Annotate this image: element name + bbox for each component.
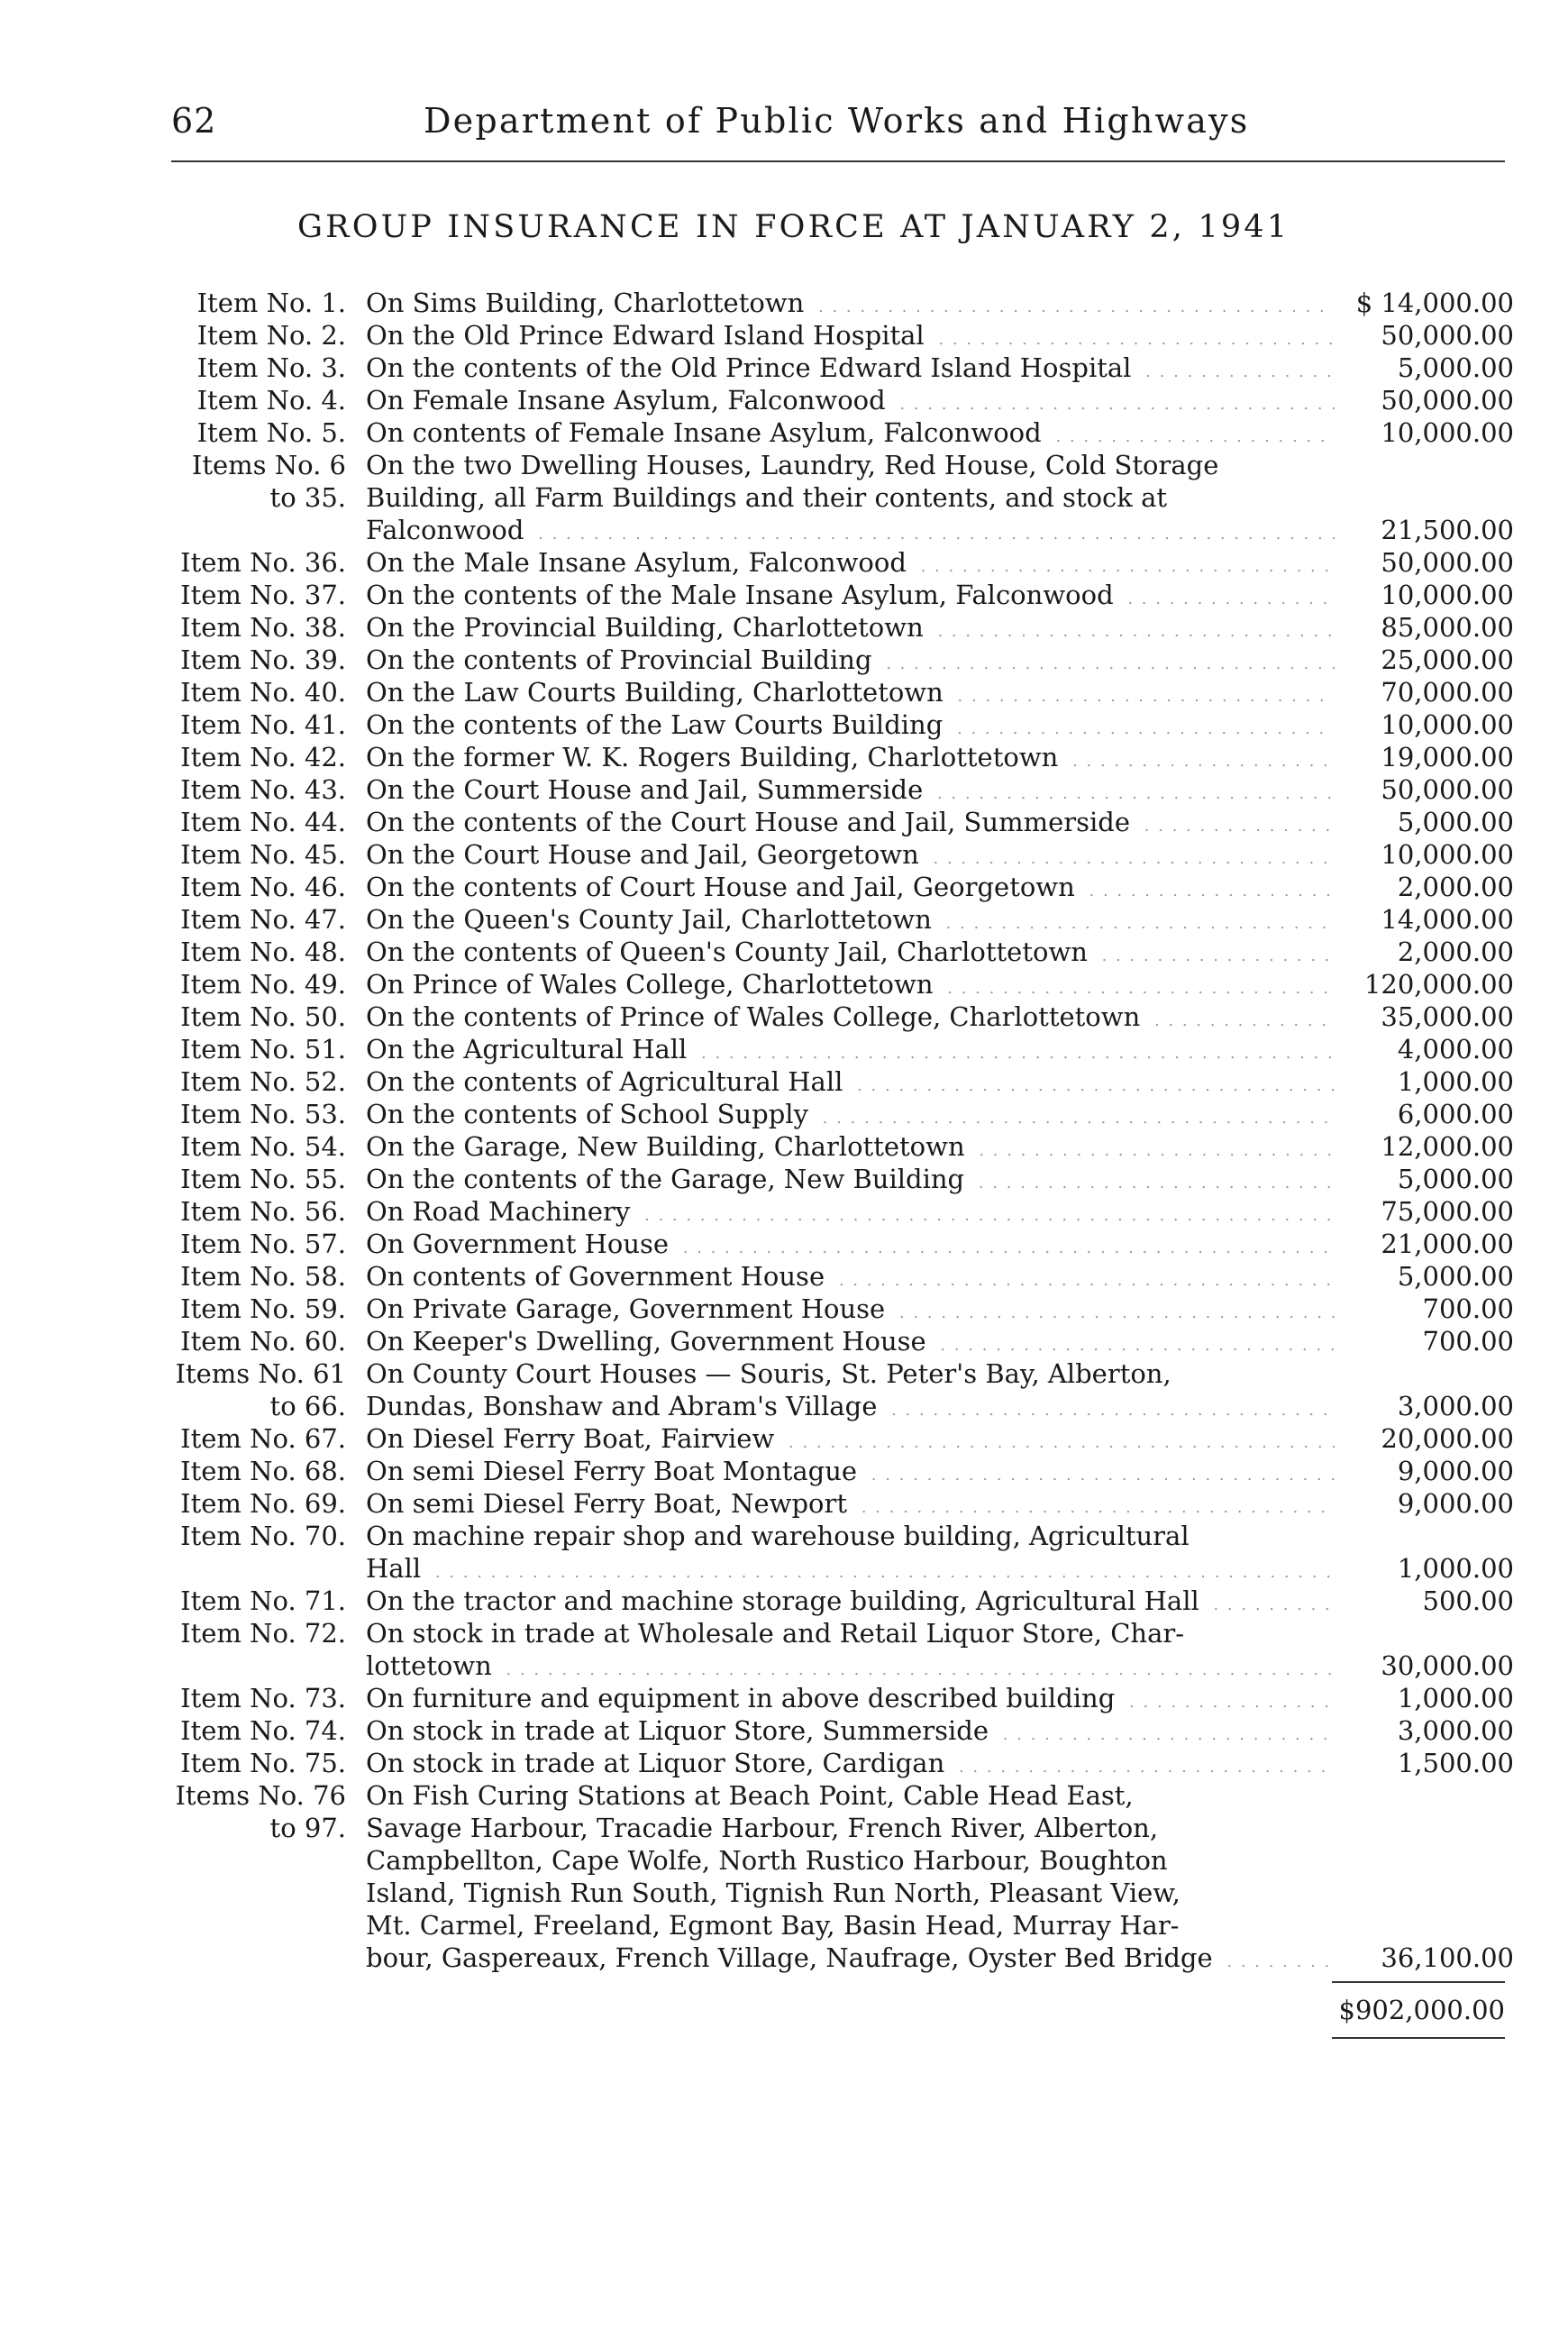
item-line xyxy=(144,644,1514,676)
total-rule-bottom xyxy=(1332,2037,1505,2039)
item-amount: 4,000.00 xyxy=(1397,1034,1514,1064)
item-line xyxy=(144,1779,1514,1812)
insurance-item-row xyxy=(144,708,1514,741)
item-description: On Fish Curing Stations at Beach Point, Cable Head East, xyxy=(366,1779,1335,1812)
item-description: On the contents of School Supply . . . xyxy=(366,1098,1335,1135)
item-amount: 36,100.00 xyxy=(1381,1942,1514,1973)
item-amount: 1,000.00 xyxy=(1397,1683,1514,1713)
item-amount: 70,000.00 xyxy=(1381,677,1514,708)
insurance-item-row xyxy=(144,1455,1514,1487)
item-number: Item No. 36. xyxy=(180,547,346,578)
item-number: Items No. 76 xyxy=(175,1780,346,1811)
item-number: Item No. 55. xyxy=(180,1164,346,1194)
item-description: On stock in trade at Liquor Store, Cardigan . . . xyxy=(366,1747,1335,1784)
item-description: On contents of Government House . . . xyxy=(366,1260,1335,1297)
insurance-item-row xyxy=(144,741,1514,773)
insurance-item-row xyxy=(144,773,1514,806)
item-number: Items No. 6 xyxy=(191,450,346,480)
item-line xyxy=(144,1812,1514,1844)
item-amount: 50,000.00 xyxy=(1381,774,1514,805)
item-description: On Keeper's Dwelling, Government House . . . xyxy=(366,1325,1335,1362)
item-description: On Diesel Ferry Boat, Fairview . . . xyxy=(366,1422,1335,1459)
item-number: Item No. 49. xyxy=(180,969,346,1000)
section-title: GROUP INSURANCE IN FORCE AT JANUARY 2, 1941 xyxy=(297,209,1290,245)
item-line xyxy=(144,1293,1514,1325)
item-number: Item No. 45. xyxy=(180,839,346,870)
item-amount: 700.00 xyxy=(1422,1293,1514,1324)
item-amount: 50,000.00 xyxy=(1381,320,1514,351)
item-number: Item No. 69. xyxy=(180,1488,346,1519)
insurance-table xyxy=(144,287,1514,1974)
item-number: Item No. 37. xyxy=(180,580,346,610)
item-number: Item No. 58. xyxy=(180,1261,346,1292)
item-number: Item No. 53. xyxy=(180,1099,346,1129)
item-number: to 66. xyxy=(269,1391,346,1421)
item-number: Item No. 73. xyxy=(180,1683,346,1713)
item-description: Mt. Carmel, Freeland, Egmont Bay, Basin Head, Murray Har- xyxy=(366,1909,1335,1942)
item-amount: 21,000.00 xyxy=(1381,1229,1514,1259)
item-description: On semi Diesel Ferry Boat Montague . . . xyxy=(366,1455,1335,1492)
item-line xyxy=(144,1260,1514,1293)
item-description: Building, all Farm Buildings and their contents, and stock at xyxy=(366,481,1335,514)
insurance-item-row xyxy=(144,1260,1514,1293)
item-description: On stock in trade at Wholesale and Retail Liquor Store, Char- xyxy=(366,1617,1335,1649)
insurance-item-row xyxy=(144,903,1514,936)
item-line xyxy=(144,1357,1514,1390)
item-number: Item No. 38. xyxy=(180,612,346,643)
insurance-item-row xyxy=(144,611,1514,644)
insurance-item-row xyxy=(144,352,1514,384)
item-description: lottetown . . . xyxy=(366,1649,1335,1686)
item-amount: 14,000.00 xyxy=(1381,904,1514,935)
item-line xyxy=(144,936,1514,968)
item-number: Item No. 70. xyxy=(180,1521,346,1551)
insurance-item-row xyxy=(144,1422,1514,1455)
header-rule xyxy=(171,160,1505,162)
item-number: to 35. xyxy=(269,482,346,513)
item-number: Item No. 43. xyxy=(180,774,346,805)
insurance-item-row xyxy=(144,1098,1514,1130)
item-description: On Prince of Wales College, Charlottetown . . . xyxy=(366,968,1335,1005)
insurance-item-row xyxy=(144,871,1514,903)
item-line xyxy=(144,1001,1514,1033)
total-rule-top xyxy=(1332,1981,1505,1983)
item-line xyxy=(144,1455,1514,1487)
item-amount: 5,000.00 xyxy=(1397,1261,1514,1292)
page-header xyxy=(171,101,1505,146)
insurance-item-row xyxy=(144,1293,1514,1325)
item-number: Item No. 41. xyxy=(180,709,346,740)
item-line xyxy=(144,1682,1514,1714)
item-number: Item No. 72. xyxy=(180,1618,346,1649)
item-amount: 10,000.00 xyxy=(1381,580,1514,610)
item-number: Item No. 44. xyxy=(180,807,346,837)
item-number: Item No. 54. xyxy=(180,1131,346,1162)
item-line xyxy=(144,1617,1514,1649)
item-number: Item No. 71. xyxy=(180,1585,346,1616)
item-description: On Private Garage, Government House . . . xyxy=(366,1293,1335,1329)
insurance-item-row xyxy=(144,319,1514,352)
insurance-item-row xyxy=(144,1325,1514,1357)
item-amount: 19,000.00 xyxy=(1381,742,1514,772)
item-line xyxy=(144,481,1514,514)
item-description: On contents of Female Insane Asylum, Falconwood . . . xyxy=(366,416,1335,453)
item-description: On the two Dwelling Houses, Laundry, Red House, Cold Storage xyxy=(366,449,1335,481)
insurance-item-row xyxy=(144,676,1514,708)
item-amount: 20,000.00 xyxy=(1381,1423,1514,1454)
item-amount: 500.00 xyxy=(1422,1585,1514,1616)
item-description: On the Agricultural Hall . . . xyxy=(366,1033,1335,1070)
item-description: On the Court House and Jail, Summerside . . . xyxy=(366,773,1335,810)
item-description: On the Old Prince Edward Island Hospital . . . xyxy=(366,319,1335,356)
insurance-item-row xyxy=(144,1065,1514,1098)
item-description: On Road Machinery . . . xyxy=(366,1195,1335,1232)
item-line xyxy=(144,514,1514,546)
insurance-item-row xyxy=(144,1617,1514,1682)
item-amount: 50,000.00 xyxy=(1381,385,1514,416)
item-amount: 5,000.00 xyxy=(1397,352,1514,383)
item-line xyxy=(144,708,1514,741)
running-title: Department of Public Works and Highways xyxy=(424,101,1250,141)
item-line xyxy=(144,611,1514,644)
item-number: Item No. 59. xyxy=(180,1293,346,1324)
item-description: On the contents of Court House and Jail, Georgetown . . . xyxy=(366,871,1335,908)
item-line xyxy=(144,1844,1514,1877)
insurance-item-row xyxy=(144,1130,1514,1163)
item-number: Item No. 56. xyxy=(180,1196,346,1227)
item-amount: 5,000.00 xyxy=(1397,1164,1514,1194)
item-line xyxy=(144,676,1514,708)
item-line xyxy=(144,352,1514,384)
item-line xyxy=(144,1390,1514,1422)
item-line xyxy=(144,1714,1514,1747)
item-line xyxy=(144,838,1514,871)
total-amount: $902,000.00 xyxy=(1338,1995,1505,2025)
item-description: Island, Tignish Run South, Tignish Run North, Pleasant View, xyxy=(366,1877,1335,1909)
item-description: On the contents of the Old Prince Edward Island Hospital . . . xyxy=(366,352,1335,388)
item-line xyxy=(144,579,1514,611)
insurance-item-row xyxy=(144,384,1514,416)
item-line xyxy=(144,1130,1514,1163)
item-amount: 30,000.00 xyxy=(1381,1650,1514,1681)
item-line xyxy=(144,1195,1514,1228)
item-number: Item No. 75. xyxy=(180,1748,346,1778)
item-description: On the contents of Queen's County Jail, Charlottetown . . . xyxy=(366,936,1335,973)
item-amount: $ 14,000.00 xyxy=(1355,288,1514,318)
item-amount: 1,000.00 xyxy=(1397,1553,1514,1584)
item-amount: 50,000.00 xyxy=(1381,547,1514,578)
item-number: Item No. 57. xyxy=(180,1229,346,1259)
item-number: Item No. 39. xyxy=(180,644,346,675)
item-line xyxy=(144,741,1514,773)
item-description: On Sims Building, Charlottetown . . . xyxy=(366,287,1335,324)
item-description: Dundas, Bonshaw and Abram's Village . . . xyxy=(366,1390,1335,1427)
item-line xyxy=(144,1877,1514,1909)
insurance-item-row xyxy=(144,1033,1514,1065)
item-number: Item No. 48. xyxy=(180,937,346,967)
item-number: Item No. 60. xyxy=(180,1326,346,1357)
item-description: On the contents of the Male Insane Asylum, Falconwood . . . xyxy=(366,579,1335,616)
item-line xyxy=(144,1585,1514,1617)
item-description: On machine repair shop and warehouse building, Agricultural xyxy=(366,1520,1335,1552)
item-amount: 85,000.00 xyxy=(1381,612,1514,643)
item-description: On County Court Houses — Souris, St. Peter's Bay, Alberton, xyxy=(366,1357,1335,1390)
insurance-item-row xyxy=(144,1585,1514,1617)
insurance-item-row xyxy=(144,1163,1514,1195)
item-line xyxy=(144,1228,1514,1260)
item-description: Campbellton, Cape Wolfe, North Rustico Harbour, Boughton xyxy=(366,1844,1335,1877)
insurance-item-row xyxy=(144,1487,1514,1520)
insurance-item-row xyxy=(144,838,1514,871)
insurance-item-row xyxy=(144,1779,1514,1974)
item-number: Item No. 68. xyxy=(180,1456,346,1486)
item-line xyxy=(144,1487,1514,1520)
item-number: Item No. 47. xyxy=(180,904,346,935)
insurance-item-row xyxy=(144,449,1514,546)
item-line xyxy=(144,287,1514,319)
item-description: On the contents of Prince of Wales College, Charlottetown . . . xyxy=(366,1001,1335,1037)
item-description: On semi Diesel Ferry Boat, Newport . . . xyxy=(366,1487,1335,1524)
item-description: On the tractor and machine storage building, Agricultural Hall . . . xyxy=(366,1585,1335,1622)
item-number: Item No. 74. xyxy=(180,1715,346,1746)
item-line xyxy=(144,806,1514,838)
item-line xyxy=(144,1033,1514,1065)
item-line xyxy=(144,968,1514,1001)
item-amount: 1,000.00 xyxy=(1397,1066,1514,1097)
item-line xyxy=(144,1552,1514,1585)
item-amount: 2,000.00 xyxy=(1397,872,1514,902)
item-description: On the contents of Agricultural Hall . . . xyxy=(366,1065,1335,1102)
item-amount: 9,000.00 xyxy=(1397,1488,1514,1519)
item-line xyxy=(144,1909,1514,1942)
item-line xyxy=(144,1163,1514,1195)
item-line xyxy=(144,1325,1514,1357)
insurance-item-row xyxy=(144,644,1514,676)
item-line xyxy=(144,546,1514,579)
item-amount: 3,000.00 xyxy=(1397,1715,1514,1746)
item-line xyxy=(144,319,1514,352)
item-line xyxy=(144,384,1514,416)
insurance-item-row xyxy=(144,1747,1514,1779)
item-line xyxy=(144,903,1514,936)
item-number: Item No. 51. xyxy=(180,1034,346,1064)
insurance-item-row xyxy=(144,968,1514,1001)
item-amount: 21,500.00 xyxy=(1381,515,1514,545)
item-description: bour, Gaspereaux, French Village, Naufrage, Oyster Bed Bridge . . . xyxy=(366,1942,1335,1978)
item-amount: 3,000.00 xyxy=(1397,1391,1514,1421)
item-amount: 6,000.00 xyxy=(1397,1099,1514,1129)
item-line xyxy=(144,1065,1514,1098)
item-line xyxy=(144,1747,1514,1779)
item-amount: 10,000.00 xyxy=(1381,417,1514,448)
item-description: On Government House . . . xyxy=(366,1228,1335,1265)
item-line xyxy=(144,1098,1514,1130)
item-description: Hall . . . xyxy=(366,1552,1335,1589)
item-number: Item No. 5. xyxy=(196,417,346,448)
insurance-item-row xyxy=(144,1228,1514,1260)
item-description: On the former W. K. Rogers Building, Charlottetown . . . xyxy=(366,741,1335,778)
item-description: On the Provincial Building, Charlottetown . . . xyxy=(366,611,1335,648)
item-description: On the contents of Provincial Building . . . xyxy=(366,644,1335,681)
item-number: Item No. 2. xyxy=(196,320,346,351)
item-amount: 700.00 xyxy=(1422,1326,1514,1357)
insurance-item-row xyxy=(144,416,1514,449)
item-number: Item No. 67. xyxy=(180,1423,346,1454)
item-line xyxy=(144,1520,1514,1552)
insurance-item-row xyxy=(144,1001,1514,1033)
item-amount: 25,000.00 xyxy=(1381,644,1514,675)
item-number: Item No. 50. xyxy=(180,1001,346,1032)
item-description: On the contents of the Law Courts Building . . . xyxy=(366,708,1335,745)
item-description: On the Law Courts Building, Charlottetown . . . xyxy=(366,676,1335,713)
item-number: to 97. xyxy=(269,1813,346,1843)
item-amount: 5,000.00 xyxy=(1397,807,1514,837)
item-number: Item No. 3. xyxy=(196,352,346,383)
item-description: Savage Harbour, Tracadie Harbour, French River, Alberton, xyxy=(366,1812,1335,1844)
item-number: Item No. 40. xyxy=(180,677,346,708)
item-amount: 75,000.00 xyxy=(1381,1196,1514,1227)
item-line xyxy=(144,449,1514,481)
item-amount: 9,000.00 xyxy=(1397,1456,1514,1486)
insurance-item-row xyxy=(144,936,1514,968)
item-description: On the Male Insane Asylum, Falconwood . . . xyxy=(366,546,1335,583)
item-description: On the contents of the Court House and Jail, Summerside . . . xyxy=(366,806,1335,843)
item-amount: 35,000.00 xyxy=(1381,1001,1514,1032)
item-amount: 12,000.00 xyxy=(1381,1131,1514,1162)
insurance-item-row xyxy=(144,1714,1514,1747)
item-line xyxy=(144,1942,1514,1974)
item-description: On stock in trade at Liquor Store, Summerside . . . xyxy=(366,1714,1335,1751)
item-number: Item No. 52. xyxy=(180,1066,346,1097)
item-line xyxy=(144,1422,1514,1455)
item-description: On the contents of the Garage, New Building . . . xyxy=(366,1163,1335,1200)
insurance-item-row xyxy=(144,287,1514,319)
item-description: On Female Insane Asylum, Falconwood . . . xyxy=(366,384,1335,421)
insurance-item-row xyxy=(144,1682,1514,1714)
item-description: On furniture and equipment in above described building . . . xyxy=(366,1682,1335,1719)
insurance-item-row xyxy=(144,1357,1514,1422)
item-line xyxy=(144,416,1514,449)
item-amount: 2,000.00 xyxy=(1397,937,1514,967)
item-line xyxy=(144,1649,1514,1682)
item-line xyxy=(144,871,1514,903)
item-number: Item No. 42. xyxy=(180,742,346,772)
insurance-item-row xyxy=(144,579,1514,611)
insurance-item-row xyxy=(144,806,1514,838)
item-number: Item No. 46. xyxy=(180,872,346,902)
item-description: On the Queen's County Jail, Charlottetown . . . xyxy=(366,903,1335,940)
item-line xyxy=(144,773,1514,806)
insurance-item-row xyxy=(144,1520,1514,1585)
item-amount: 10,000.00 xyxy=(1381,839,1514,870)
insurance-item-row xyxy=(144,1195,1514,1228)
item-number: Items No. 61 xyxy=(175,1358,346,1389)
page-number: 62 xyxy=(171,101,217,141)
item-amount: 1,500.00 xyxy=(1397,1748,1514,1778)
item-amount: 120,000.00 xyxy=(1363,969,1514,1000)
item-description: On the Garage, New Building, Charlottetown . . . xyxy=(366,1130,1335,1167)
insurance-item-row xyxy=(144,546,1514,579)
item-description: On the Court House and Jail, Georgetown . . . xyxy=(366,838,1335,875)
item-number: Item No. 1. xyxy=(196,288,346,318)
item-amount: 10,000.00 xyxy=(1381,709,1514,740)
item-description: Falconwood . . . xyxy=(366,514,1335,551)
item-number: Item No. 4. xyxy=(196,385,346,416)
